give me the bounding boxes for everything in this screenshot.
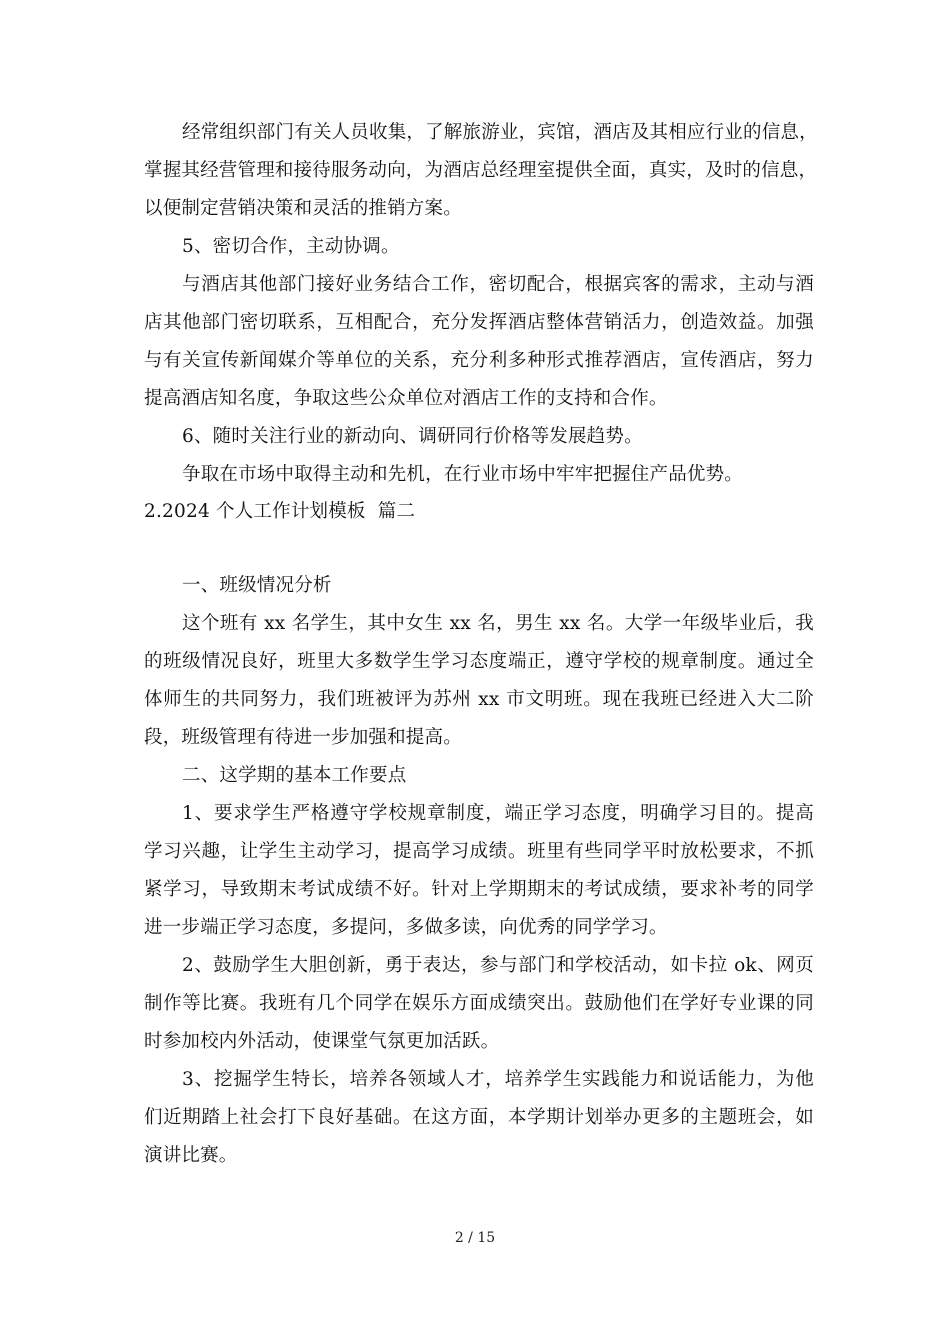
paragraph-line: 体师生的共同努力，我们班被评为苏州 xx 市文明班。现在我班已经进入大二阶 (144, 689, 814, 710)
paragraph-line: 演讲比赛。 (144, 1145, 238, 1166)
paragraph-line: 与有关宣传新闻媒介等单位的关系，充分利多种形式推荐酒店，宣传酒店，努力 (144, 350, 814, 371)
list-item-heading: 5、密切合作，主动协调。 (182, 236, 400, 257)
paragraph-line: 与酒店其他部门接好业务结合工作，密切配合，根据宾客的需求，主动与酒 (182, 274, 814, 295)
paragraph-line: 2、鼓励学生大胆创新，勇于表达，参与部门和学校活动，如卡拉 ok、网页 (182, 955, 814, 976)
paragraph-line: 争取在市场中取得主动和先机，在行业市场中牢牢把握住产品优势。 (182, 464, 744, 485)
subsection-heading: 二、这学期的基本工作要点 (182, 765, 407, 786)
paragraph-line: 学习兴趣，让学生主动学习，提高学习成绩。班里有些同学平时放松要求，不抓 (144, 841, 814, 862)
paragraph-line: 1、要求学生严格遵守学校规章制度，端正学习态度，明确学习目的。提高 (182, 803, 814, 824)
paragraph-line: 店其他部门密切联系，互相配合，充分发挥酒店整体营销活力，创造效益。加强 (144, 312, 814, 333)
paragraph-line: 这个班有 xx 名学生，其中女生 xx 名，男生 xx 名。大学一年级毕业后，我 (182, 613, 814, 634)
paragraph-line: 掌握其经营管理和接待服务动向，为酒店总经理室提供全面，真实，及时的信息， (144, 160, 818, 181)
paragraph-line: 提高酒店知名度，争取这些公众单位对酒店工作的支持和合作。 (144, 388, 668, 409)
paragraph-line: 3、挖掘学生特长，培养各领域人才，培养学生实践能力和说话能力，为他 (182, 1069, 814, 1090)
paragraph-line: 以便制定营销决策和灵活的推销方案。 (144, 198, 462, 219)
paragraph-line: 制作等比赛。我班有几个同学在娱乐方面成绩突出。鼓励他们在学好专业课的同 (144, 993, 814, 1014)
paragraph-line: 时参加校内外活动，使课堂气氛更加活跃。 (144, 1031, 500, 1052)
paragraph-line: 们近期踏上社会打下良好基础。在这方面，本学期计划举办更多的主题班会，如 (144, 1107, 814, 1128)
paragraph-line: 紧学习，导致期末考试成绩不好。针对上学期期末的考试成绩，要求补考的同学 (144, 879, 814, 900)
paragraph-line: 进一步端正学习态度，多提问，多做多读，向优秀的同学学习。 (144, 917, 668, 938)
page-number: 2 / 15 (454, 1230, 496, 1246)
paragraph-line: 的班级情况良好，班里大多数学生学习态度端正，遵守学校的规章制度。通过全 (144, 651, 814, 672)
subsection-heading: 一、班级情况分析 (182, 575, 332, 596)
list-item-heading: 6、随时关注行业的新动向、调研同行价格等发展趋势。 (182, 426, 643, 447)
paragraph-line: 经常组织部门有关人员收集，了解旅游业，宾馆，酒店及其相应行业的信息， (182, 122, 818, 143)
paragraph-line: 段，班级管理有待进一步加强和提高。 (144, 727, 462, 748)
section-heading: 2.2024 个人工作计划模板 篇二 (144, 501, 416, 522)
